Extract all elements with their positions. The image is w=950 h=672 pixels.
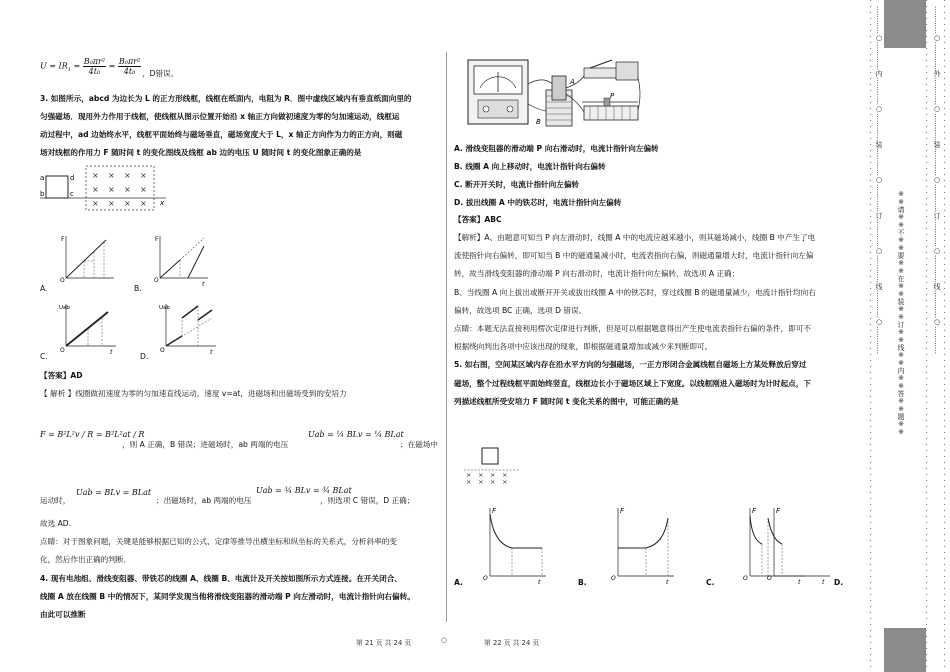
svg-text:t: t bbox=[110, 349, 113, 356]
page-number-left: 第 21 页 共 24 页 bbox=[356, 639, 412, 647]
q5-graph-d bbox=[748, 504, 838, 586]
svg-text:×: × bbox=[466, 478, 472, 486]
q4-explanation-line1: 【解析】A、由题意可知当 P 向左滑动时，线圈 A 中的电流应越来越小，则其磁场减小，线圈 B 中产生了电 bbox=[454, 233, 816, 242]
svg-text:×: × bbox=[108, 171, 115, 180]
svg-text:O: O bbox=[611, 575, 616, 582]
equation-uab-enter: Uab = ¼ BLv = ¼ BLat bbox=[308, 430, 404, 439]
svg-text:Uab: Uab bbox=[59, 305, 70, 311]
q3-explanation-line1: 【 解析 】线圈做初速度为零的匀加速直线运动，速度 v=at，进磁场和出磁场受到的安培力 bbox=[40, 389, 347, 398]
q3-line1: 3. 如图所示，abcd 为边长为 L 的正方形线框，线框在纸面内，电阻为 R．图中虚线区域内有垂直纸面向里的 bbox=[40, 94, 412, 103]
svg-text:×: × bbox=[140, 171, 147, 180]
q3-explanation-l2a: 运动时， bbox=[40, 496, 71, 505]
binding-warning: ※※请※※不※※要※※在※※装※※订※※线※※内※※答※※题※※ bbox=[897, 190, 905, 436]
label-b: b bbox=[40, 190, 45, 198]
svg-text:×: × bbox=[140, 199, 147, 208]
svg-text:×: × bbox=[490, 471, 496, 479]
svg-text:F: F bbox=[752, 507, 757, 515]
q5-graph-a bbox=[482, 504, 548, 586]
svg-text:×: × bbox=[92, 171, 99, 180]
svg-text:×: × bbox=[502, 478, 508, 486]
binding-sidebar bbox=[858, 0, 950, 672]
q3-line3: 动过程中，ad 边始终水平，线框平面始终与磁场垂直，磁场宽度大于 L，x 轴正方向作为力的正方向，则磁 bbox=[40, 130, 403, 139]
page-separator: ○ bbox=[441, 636, 447, 644]
equation-uab-exit: Uab = ¾ BLv = ¾ BLat bbox=[256, 486, 352, 495]
equation-tail: ，D错误。 bbox=[142, 69, 179, 78]
q4-line2: 线圈 A 放在线圈 B 中的情况下，某同学发现当他将滑线变阻器的滑动端 P 向左滑动时，电流计指针向右偏转。 bbox=[40, 592, 415, 601]
svg-text:×: × bbox=[490, 478, 496, 486]
q3-option-d: D. bbox=[140, 352, 149, 361]
q5-option-c: C. bbox=[706, 578, 715, 587]
svg-text:×: × bbox=[124, 185, 131, 194]
svg-text:O: O bbox=[60, 277, 65, 284]
svg-text:×: × bbox=[124, 199, 131, 208]
q4-explanation-line5: 偏转，故选项 BC 正确，选项 D 错误。 bbox=[454, 306, 587, 315]
svg-text:×: × bbox=[478, 478, 484, 486]
equation-u-ir: $U = IR_1$ = $\frac{\text{B₀πr²}}{\text{4t₀}}$ = $\frac{\text{B₀πr²}}{\text{4t₀}}$ bbox=[40, 57, 141, 76]
svg-text:×: × bbox=[92, 199, 99, 208]
q3-option-a: A. bbox=[40, 284, 48, 293]
label-coil-b: B bbox=[536, 118, 541, 126]
q4-line1: 4. 现有电池组、滑线变阻器、带铁芯的线圈 A、线圈 B、电流计及开关按如图所示方式连接。在开关闭合、 bbox=[40, 574, 402, 583]
svg-text:O: O bbox=[160, 347, 165, 354]
svg-text:F: F bbox=[620, 507, 625, 515]
q5-option-d: D. bbox=[834, 578, 844, 587]
q3-line2: 匀强磁场．现用外力作用于线框，使线框从图示位置开始沿 x 轴正方向做初速度为零的匀加速运动，线框运 bbox=[40, 112, 400, 121]
q5-line3: 列描述线框所受安培力 F 随时间 t 变化关系的图中，可能正确的是 bbox=[454, 397, 679, 406]
svg-text:O: O bbox=[743, 575, 748, 582]
svg-text:x: x bbox=[160, 199, 165, 207]
svg-text:F: F bbox=[776, 507, 781, 515]
q3-loop-field-figure bbox=[38, 162, 168, 214]
q3-explanation-tail1: ；在磁场中 bbox=[400, 440, 438, 449]
page-divider bbox=[446, 52, 447, 622]
q4-apparatus-figure bbox=[466, 54, 642, 132]
equation-uab-inside: Uab = BLv = BLat bbox=[76, 488, 152, 497]
q5-loop-field-figure bbox=[462, 446, 522, 486]
q3-option-b: B. bbox=[134, 284, 142, 293]
q4-line3: 由此可以推断 bbox=[40, 610, 86, 619]
q3-explanation-line4: 点睛：对于图象问题，关键是能够根据已知的公式、定律等推导出横坐标和纵坐标的关系式，分析斜率的变 bbox=[40, 537, 397, 546]
q3-explanation-line5: 化，然后作出正确的判断． bbox=[40, 555, 132, 564]
svg-text:F: F bbox=[155, 236, 159, 243]
svg-text:×: × bbox=[108, 199, 115, 208]
q5-line1: 5. 如右图，空间某区域内存在沿水平方向的匀强磁场，一正方形闭合金属线框自磁场上方某处释放后穿过 bbox=[454, 360, 807, 369]
q5-graph-b bbox=[610, 504, 676, 586]
svg-text:t: t bbox=[666, 579, 669, 586]
q4-option-c: C. 断开开关时，电流计指针向左偏转 bbox=[454, 180, 580, 189]
q3-explanation-tail2: ，则选项 C 错误，D 正确； bbox=[320, 496, 415, 505]
svg-text:×: × bbox=[124, 171, 131, 180]
sidebar-gray-block-bottom bbox=[884, 628, 926, 672]
q3-explanation-mid2: ；出磁场时，ab 两端的电压 bbox=[156, 496, 252, 505]
q3-graph-b bbox=[152, 232, 210, 288]
svg-text:Uab: Uab bbox=[159, 305, 170, 311]
label-slider-p: P bbox=[610, 92, 615, 100]
svg-text:O: O bbox=[483, 575, 488, 582]
q4-option-b: B. 线圈 A 向上移动时，电流计指针向右偏转 bbox=[454, 162, 606, 171]
q4-explanation-line7: 根据绕向判出各项中应该出现的现象，即根据磁通量增加或减少来判断即可。 bbox=[454, 342, 713, 351]
svg-text:F: F bbox=[492, 507, 497, 515]
q3-line4: 场对线框的作用力 F 随时间 t 的变化图线及线框 ab 边的电压 U 随时间 t 的变化图象正确的是 bbox=[40, 148, 362, 157]
q4-answer: 【答案】ABC bbox=[454, 215, 502, 224]
svg-text:×: × bbox=[140, 185, 147, 194]
q3-graph-d bbox=[158, 300, 218, 354]
q4-explanation-line2: 流使指针向右偏转，即可知当 B 中的磁通量减小时，电流表指向右偏，则磁通量增大时，电流计指针向左偏 bbox=[454, 251, 814, 260]
label-d: d bbox=[70, 174, 75, 182]
svg-text:F: F bbox=[61, 236, 65, 243]
q3-explanation-line3: 故选 AD. bbox=[40, 519, 72, 528]
svg-text:×: × bbox=[502, 471, 508, 479]
sidebar-gray-block-top bbox=[884, 0, 926, 48]
q3-explanation-mid1: ，则 A 正确，B 错误；进磁场时，ab 两端的电压 bbox=[122, 440, 289, 449]
q4-explanation-line4: B、当线圈 A 向上拔出或断开开关或拔出线圈 A 中的铁芯时，穿过线圈 B 的磁通量减少，电流计指针均向右 bbox=[454, 288, 816, 297]
svg-text:t: t bbox=[822, 579, 825, 586]
label-a: a bbox=[40, 174, 45, 182]
svg-text:t: t bbox=[798, 579, 801, 586]
svg-text:×: × bbox=[466, 471, 472, 479]
outer-binding-column: …………○…………外…………○…………装…………○…………订…………○…………线…………○………… bbox=[933, 6, 941, 354]
svg-text:×: × bbox=[108, 185, 115, 194]
svg-text:O: O bbox=[767, 575, 772, 582]
equation-ampere-force: F = B²L²v / R = B²L²at / R bbox=[40, 430, 145, 439]
q4-explanation-line3: 转，故当滑线变阻器的滑动端 P 向右滑动时，电流计指针向左偏转，故选项 A 正确； bbox=[454, 269, 740, 278]
q3-graph-c bbox=[58, 300, 118, 354]
label-c: c bbox=[70, 190, 74, 198]
q5-option-a: A. bbox=[454, 578, 463, 587]
inner-binding-column: …………○…………内…………○…………装…………○…………订…………○…………线…………○………… bbox=[875, 6, 883, 354]
q3-option-c: C. bbox=[40, 352, 48, 361]
svg-text:O: O bbox=[60, 347, 65, 354]
q3-graph-a bbox=[58, 232, 116, 284]
svg-text:×: × bbox=[92, 185, 99, 194]
q3-answer: 【答案】AD bbox=[40, 371, 83, 380]
svg-text:t: t bbox=[210, 349, 213, 356]
q5-line2: 磁场，整个过程线框平面始终竖直，线框边长小于磁场区域上下宽度。以线框刚进入磁场时为计时起点，下 bbox=[454, 379, 811, 388]
svg-text:t: t bbox=[202, 281, 205, 288]
page-number-right: 第 22 页 共 24 页 bbox=[484, 639, 540, 647]
svg-text:O: O bbox=[154, 277, 159, 284]
q4-explanation-line6: 点睛：本题无法直接利用楞次定律进行判断，但是可以根据题意得出产生使电流表指针右偏的条件，即可不 bbox=[454, 324, 811, 333]
q4-option-d: D. 拔出线圈 A 中的铁芯时，电流计指针向左偏转 bbox=[454, 198, 622, 207]
q5-option-b: B. bbox=[578, 578, 587, 587]
svg-text:t: t bbox=[538, 579, 541, 586]
q4-option-a: A. 滑线变阻器的滑动端 P 向右滑动时，电流计指针向左偏转 bbox=[454, 144, 659, 153]
label-coil-a: A bbox=[570, 78, 575, 86]
svg-text:×: × bbox=[478, 471, 484, 479]
